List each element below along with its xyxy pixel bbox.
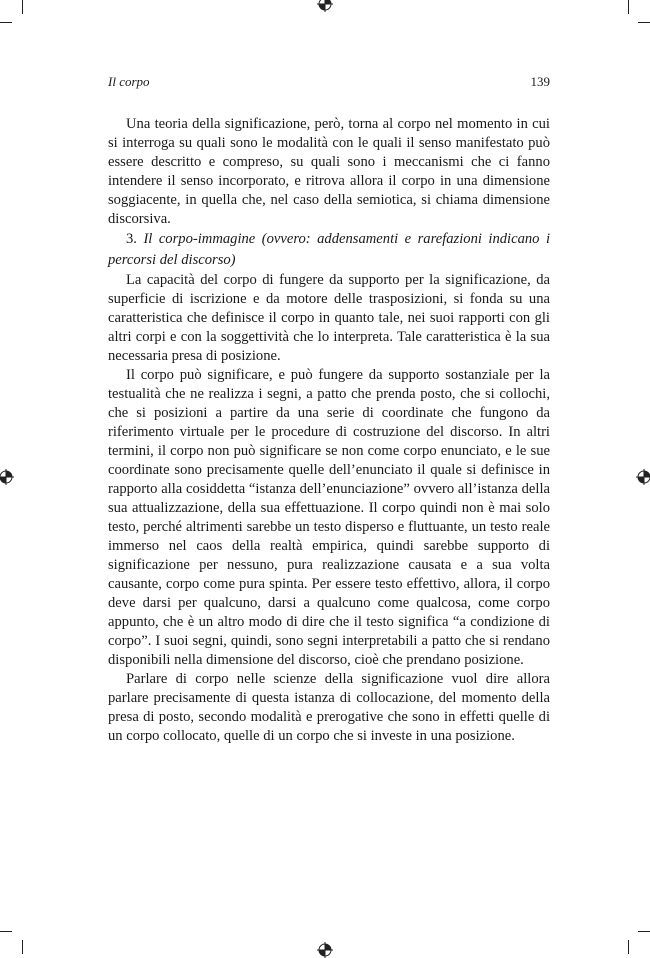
page-body <box>108 115 550 746</box>
registration-mark-right-icon <box>636 469 650 485</box>
crop-mark-bottom-right-h <box>638 931 650 932</box>
crop-mark-bottom-left <box>22 940 23 954</box>
running-header <box>108 74 550 90</box>
crop-mark-bottom-right <box>628 940 629 954</box>
intro-paragraph: Una teoria della significazione, però, torna al corpo nel momento in cui si interroga su quali sono le modalità con le quali il senso manifestato può essere descritto e compreso, su quali sono i meccanismi che ci fanno intendere il senso incorporato, e ritrova allora il corpo in una dimensione soggiacente, in quella che, nel caso della semiotica, si chiama dimensione discorsiva. <box>108 116 550 227</box>
registration-mark-bottom-icon <box>317 942 333 958</box>
page-number: 139 <box>530 74 550 89</box>
running-title: Il corpo <box>108 74 150 89</box>
registration-mark-top-icon <box>317 0 333 12</box>
section-heading <box>108 229 550 271</box>
crop-mark-bottom-left-h <box>0 931 12 932</box>
body-paragraph: Il corpo può significare, e può fungere da supporto sostanziale per la testualità che ne realizza i segni, a patto che prenda posto, che si collochi, che si posizioni a partire da una serie di coordinate che fungono da riferimento virtuale per le procedure di costruzione del discorso. In altri termini, il corpo non può significare se non come corpo enunciato, e le sue coordinate sono precisamente quelle dell’enunciato il quale si definisce in rapporto alla cosiddetta “istanza dell’enunciazione” ovvero all’istanza della sua attualizzazione, della sua effettuazione. Il corpo quindi non è mai solo testo, perché altrimenti sarebbe un testo disperso e fluttuante, un testo reale immerso nel caos della realtà empirica, quindi sarebbe supporto di significazione per nessuno, pura realizzazione causata e a sua volta causante, corpo come pura spinta. Per essere testo effettivo, allora, il corpo deve darsi per qualcuno, darsi a qualcuno come qualcosa, come corpo appunto, che è un altro modo di dire che il testo significa “a condizione di corpo”. I suoi segni, quindi, sono segni interpretabili a patto che si rendano disponibili nella dimensione del discorso, cioè che prendano posizione. <box>108 367 550 668</box>
crop-mark-top-left <box>22 0 23 14</box>
section-title: Il corpo-immagine (ovvero: addensamenti e rarefazioni indicano i percorsi del discorso) <box>108 231 550 268</box>
registration-mark-left-icon <box>0 469 14 485</box>
crop-mark-top-right-h <box>638 22 650 23</box>
body-paragraph: Parlare di corpo nelle scienze della significazione vuol dire allora parlare precisamente di questa istanza di collocazione, del momento della presa di posto, secondo modalità e prerogative che sono in effetti quelle di un corpo collocato, quelle di un corpo che si investe in una posizione. <box>108 671 550 744</box>
crop-mark-top-right <box>628 0 629 14</box>
section-number: 3. <box>126 231 137 247</box>
crop-mark-top-left-h <box>0 22 12 23</box>
body-paragraph: La capacità del corpo di fungere da supporto per la significazione, da superficie di iscrizione e da motore delle trasposizioni, si fonda su una caratteristica che definisce il corpo in quanto tale, nei suoi rapporti con gli altri corpi e con la soggettività che lo interpreta. Tale caratteristica è la sua necessaria presa di posizione. <box>108 272 550 364</box>
